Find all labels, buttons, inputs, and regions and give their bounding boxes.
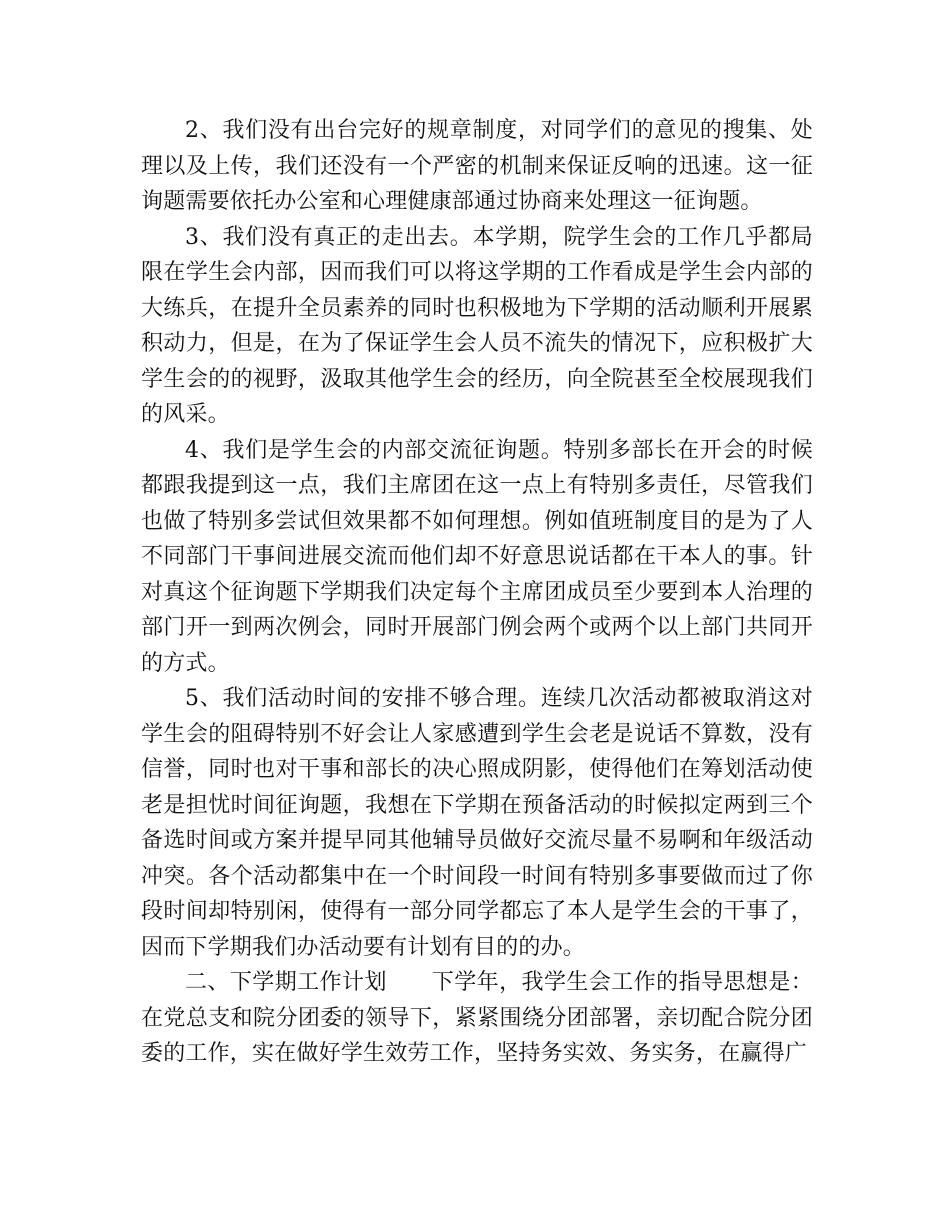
document-body xyxy=(141,113,813,1072)
paragraph-point-3: 3、我们没有真正的走出去。本学期，院学生会的工作几乎都局限在学生会内部，因而我们可以将这学期的工作看成是学生会内部的大练兵，在提升全员素养的同时也积极地为下学期的活动顺利开展累积动力，但是，在为了保证学生会人员不流失的情况下，应积极扩大学生会的的视野，汲取其他学生会的经历，向全院甚至全校展现我们的风采。 xyxy=(141,224,813,427)
paragraph-point-2: 2、我们没有出台完好的规章制度，对同学们的意见的搜集、处理以及上传，我们还没有一个严密的机制来保证反响的迅速。这一征询题需要依托办公室和心理健康部通过协商来处理这一征询题。 xyxy=(141,118,813,214)
paragraph-next-term-plan: 二、下学期工作计划 下学年，我学生会工作的指导思想是：在党总支和院分团委的领导下，紧紧围绕分团部署，亲切配合院分团委的工作，实在做好学生效劳工作，坚持务实效、务实务，在赢得广 xyxy=(141,970,813,1066)
paragraph-point-4: 4、我们是学生会的内部交流征询题。特别多部长在开会的时候都跟我提到这一点，我们主席团在这一点上有特别多责任，尽管我们也做了特别多尝试但效果都不如何理想。例如值班制度目的是为了人不同部门干事间进展交流而他们却不好意思说话都在干本人的事。针对真这个征询题下学期我们决定每个主席团成员至少要到本人治理的部门开一到两次例会，同时开展部门例会两个或两个以上部门共同开的方式。 xyxy=(141,437,813,676)
paragraph-point-5: 5、我们活动时间的安排不够合理。连续几次活动都被取消这对学生会的阻碍特别不好会让人家感遭到学生会老是说话不算数，没有信誉，同时也对干事和部长的决心照成阴影，使得他们在筹划活动使老是担忧时间征询题，我想在下学期在预备活动的时候拟定两到三个备选时间或方案并提早同其他辅导员做好交流尽量不易啊和年级活动冲突。各个活动都集中在一个时间段一时间有特别多事要做而过了你段时间却特别闲，使得有一部分同学都忘了本人是学生会的干事了，因而下学期我们办活动要有计划有目的的办。 xyxy=(141,686,813,960)
